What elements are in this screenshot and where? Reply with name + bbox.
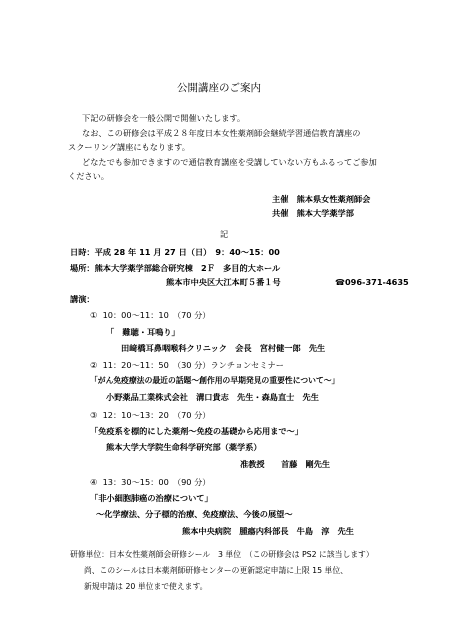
venue-address: 熊本市中央区大江本町５番１号 xyxy=(166,277,281,287)
lecture-4-topic: 「非小細胞肺癌の治療について」 xyxy=(90,493,213,503)
page-title: 公開講座のご案内 xyxy=(177,82,261,94)
lecture-4-num: ④ xyxy=(90,477,98,487)
phone-number: 096-371-4635 xyxy=(344,277,409,287)
lecture-2-speaker: 小野薬品工業株式会社 溝口貴志 先生・森島直士 先生 xyxy=(106,392,319,402)
lecture-3-speaker-title: 准教授 首藤 剛先生 xyxy=(240,459,331,469)
intro-line-5: ください。 xyxy=(68,171,109,181)
intro-line-2: なお、この研修会は平成２８年度日本女性薬剤師会継続学習通信教育講座の xyxy=(82,128,361,138)
lecture-1-speaker: 田﨑橋耳鼻咽喉科クリニック 会長 宮村健一郎 先生 xyxy=(121,343,326,353)
lecture-2-time-text: 11：20～11：50 （30 分）ランチョンセミナー xyxy=(102,360,284,370)
phone-icon: ☎ xyxy=(335,278,345,287)
lecture-4-time xyxy=(90,477,210,487)
lecture-3-time-text: 12：10～13：20 （70 分） xyxy=(102,410,211,420)
lecture-1-time-text: 10：00～11：10 （70 分） xyxy=(102,310,211,320)
lecture-2-time xyxy=(90,360,284,370)
lectures-label: 講演： xyxy=(70,294,95,304)
venue-phone xyxy=(335,277,409,288)
lecture-3-topic: 「免疫系を標的にした薬剤～免疫の基礎から応用まで～」 xyxy=(90,426,303,436)
lecture-3-time xyxy=(90,410,210,420)
lecture-3-num: ③ xyxy=(90,410,98,420)
lecture-2-topic: 「がん免疫療法の最近の話題～創作用の早期発見の重要性について～」 xyxy=(90,376,340,385)
lecture-4-speaker: 熊本中央病院 腫瘍内科部長 牛島 淳 先生 xyxy=(182,526,354,536)
intro-line-4: どなたでも参加できますので通信教育講座を受講していない方もふるってご参加 xyxy=(82,157,377,167)
organizer-host: 主催 熊本県女性薬剤師会 xyxy=(272,194,371,204)
intro-line-1: 下記の研修会を一般公開で開催いたします。 xyxy=(82,113,246,123)
lecture-4-time-text: 13：30～15：00 （90 分） xyxy=(102,477,211,487)
ki-heading: 記 xyxy=(220,229,229,239)
credits-line-3: 新規申請は 20 単位まで使えます。 xyxy=(84,582,208,591)
intro-line-3: スクーリング講座にもなります。 xyxy=(68,142,190,152)
credits-line-1: 研修単位：日本女性薬剤師会研修シール 3 単位 （この研修会は PS2 に該当します） xyxy=(70,550,374,559)
credits-line-2: 尚、このシールは日本薬剤師研修センターの更新認定申請に上限 15 単位、 xyxy=(84,566,348,575)
organizer-cohost: 共催 熊本大学薬学部 xyxy=(272,208,354,218)
event-venue: 場所：熊本大学薬学部総合研究棟 2Ｆ 多目的大ホール xyxy=(70,263,281,273)
lecture-3-speaker: 熊本大学大学院生命科学研究部（薬学系） xyxy=(106,442,262,452)
event-date: 日時：平成 28 年 11 月 27 日（日） 9：40～15：00 xyxy=(70,247,280,257)
lecture-4-subtopic: ～化学療法、分子標的治療、免疫療法、今後の展望～ xyxy=(96,509,293,519)
lecture-1-time xyxy=(90,310,210,320)
lecture-2-num: ② xyxy=(90,360,98,370)
lecture-1-num: ① xyxy=(90,310,98,320)
lecture-1-topic: 「 難聴・耳鳴り」 xyxy=(106,327,180,337)
